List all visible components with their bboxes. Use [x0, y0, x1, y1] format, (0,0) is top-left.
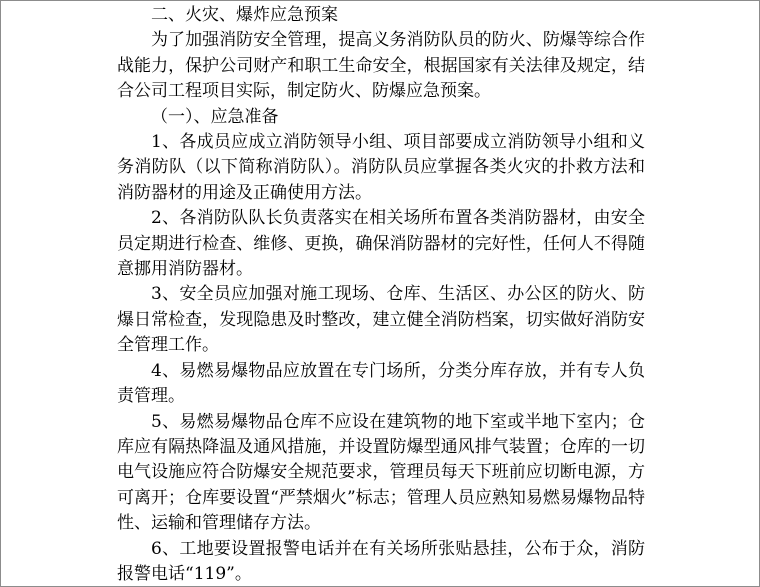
item-paragraph-2: 2、各消防队队长负责落实在相关场所布置各类消防器材，由安全员定期进行检查、维修、更换，确保消防器材的完好性，任何人不得随意挪用消防器材。 — [117, 208, 645, 280]
item-paragraph-5: 5、易燃易爆物品仓库不应设在建筑物的地下室或半地下室内；仓库应有隔热降温及通风措施，并设置防爆型通风排气装置；仓库的一切电气设施应符合防爆安全规范要求，管理员每天下班前应切断电源，方可离开；仓库要设置“严禁烟火”标志；管理人员应熟知易燃易爆物品特性、运输和管理储存方法。 — [117, 411, 645, 534]
subsection-title: （一）、应急准备 — [151, 106, 279, 127]
item-paragraph-3: 3、安全员应加强对施工现场、仓库、生活区、办公区的防火、防爆日常检查，发现隐患及时整改，建立健全消防档案，切实做好消防安全管理工作。 — [117, 284, 645, 356]
item-paragraph-4: 4、易燃易爆物品应放置在专门场所，分类分库存放，并有专人负责管理。 — [117, 360, 645, 407]
item-paragraph-1: 1、各成员应成立消防领导小组、项目部要成立消防领导小组和义务消防队（以下简称消防队）。消防队员应掌握各类火灾的扑救方法和消防器材的用途及正确使用方法。 — [117, 132, 645, 203]
item-paragraph-6: 6、工地要设置报警电话并在有关场所张贴悬挂，公布于众，消防报警电话“119”。 — [117, 538, 645, 584]
section-title: 二、火灾、爆炸应急预案 — [151, 5, 338, 25]
intro-paragraph: 为了加强消防安全管理，提高义务消防队员的防火、防爆等综合作战能力，保护公司财产和职工生命安全，根据国家有关法律及规定，结合公司工程项目实际，制定防火、防爆应急预案。 — [117, 30, 645, 102]
document-body — [117, 3, 645, 587]
